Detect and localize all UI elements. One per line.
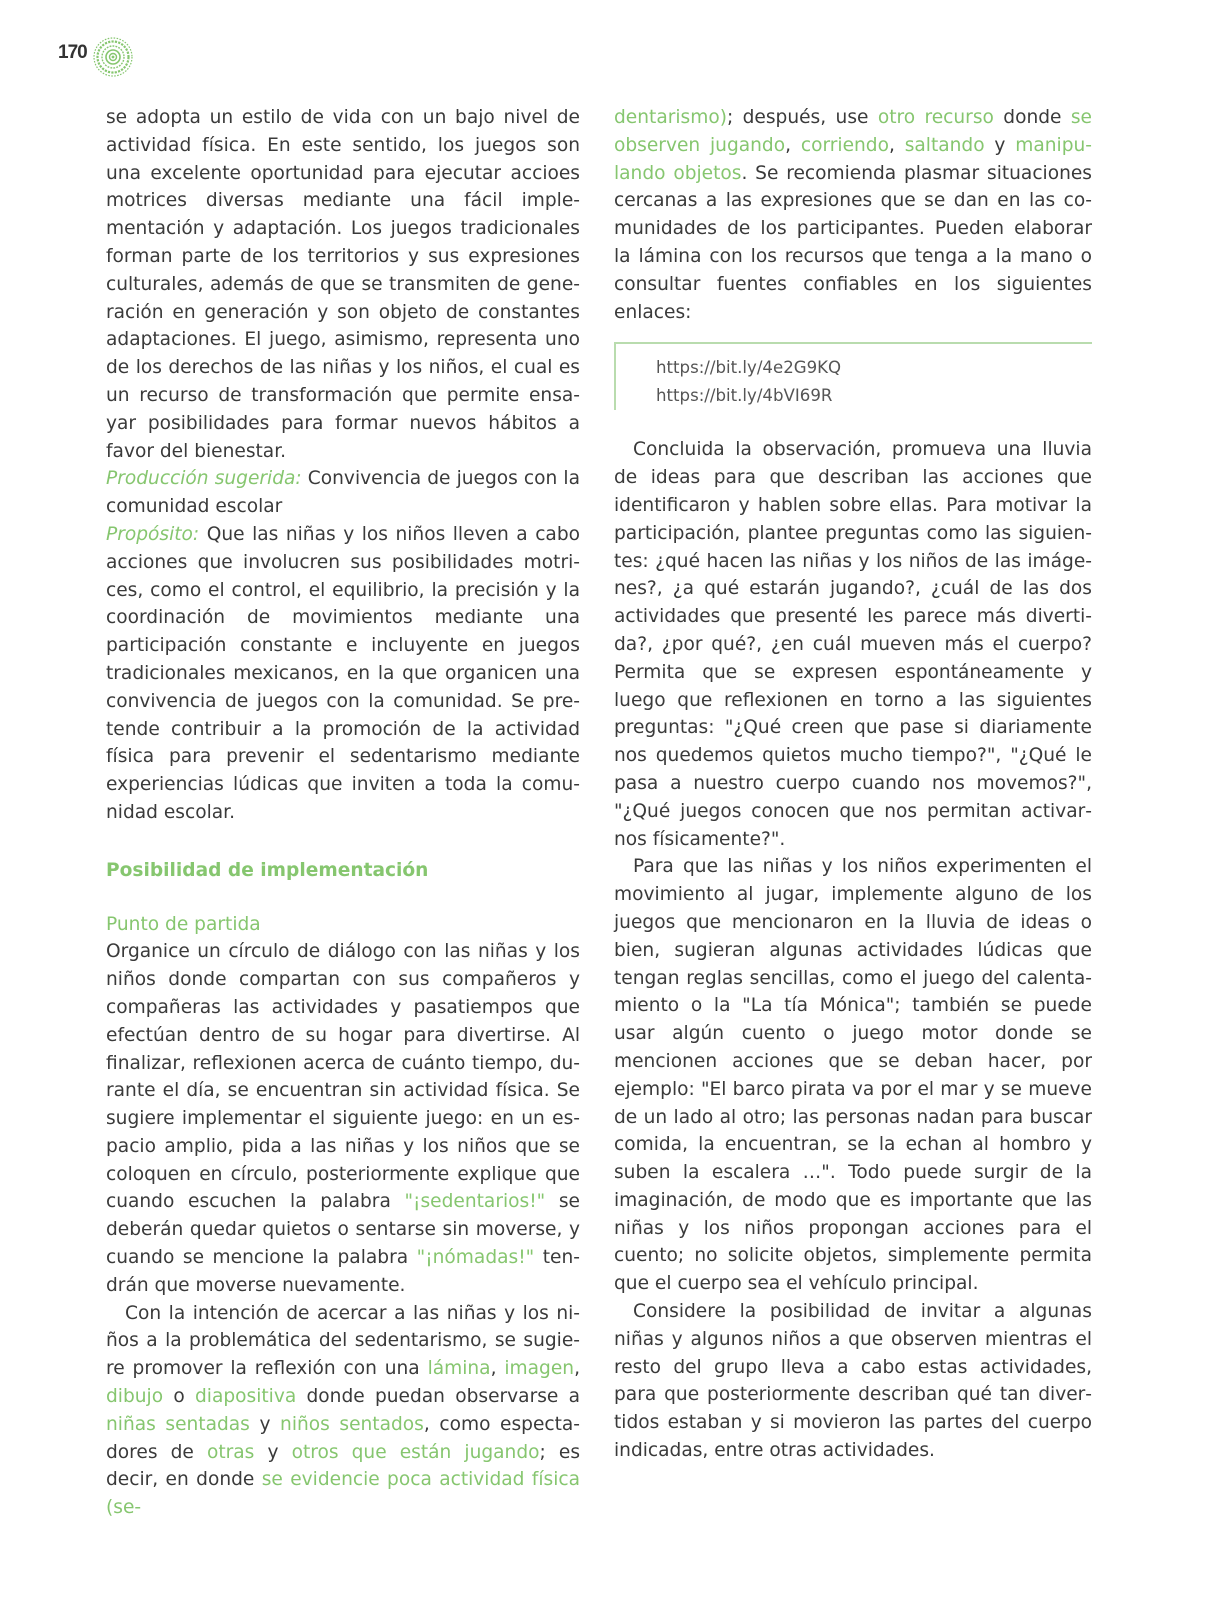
text-run: Organice un círculo de diálogo con las niñas y los niños donde compartan con sus compañeros y compañeras las actividades y pasatiempos que efectúan dentro de su hogar para divertirse. Al finalizar, reflexionen acerca de cuánto tiempo, durante el día, se encuentran sin actividad física. Se sugiere implementar el siguiente juego: en un espacio amplio, pida a las niñas y los niños que se coloquen en círculo, posteriormente explique que cuando escuchen la palabra (106, 941, 580, 1213)
text-run: , (574, 1358, 580, 1380)
text-run: ; es decir, en donde (106, 1441, 581, 1491)
highlight: otras (206, 1441, 255, 1463)
text-run: ; después, use (726, 107, 878, 128)
highlight: corriendo (800, 134, 889, 156)
highlight: se evidencie poca actividad física (se- (106, 1469, 580, 1519)
text-run: , como espectadores de (106, 1413, 581, 1463)
highlight: niños sentados (280, 1413, 424, 1435)
observacion-paragraph: Considere la posibilidad de invitar a algunas niñas y algunos niños a que observen mientras el resto del grupo lleva a cabo estas actividades, para que posteriormente describan qué tan divertidos estaban y si movieron las partes del cuerpo indicadas, entre otras actividades. (614, 1301, 1092, 1462)
text-run: . Se recomienda plasmar situaciones cercanas a las expresiones que se dan en las comunidades de los participantes. Pueden elaborar la lámina con los recursos que tenga a la mano o consultar fuentes confiables en los siguientes enlaces: (614, 162, 1092, 323)
resource-link-2[interactable]: https://bit.ly/4bVI69R (656, 386, 833, 406)
proposito-label: Propósito: (106, 523, 200, 545)
highlight: dentarismo) (614, 107, 727, 128)
highlight: manipulando objetos (614, 134, 1093, 184)
highlight: saltando (904, 134, 985, 156)
intro-paragraph: se adopta un estilo de vida con un bajo nivel de actividad física. En este sentido, los juegos son una excelente oportunidad para ejecutar accioes motrices diversas mediante una fácil implementación y adaptación. Los juegos tradicionales forman parte de los territorios y sus expresiones culturales, además de que se transmiten de generación en generación y son objeto de constantes adaptaciones. El juego, asimismo, representa uno de los derechos de las niñas y los niños, el cual es un recurso de transformación que permite ensayar posibilidades para formar nuevos hábitos a favor del bienestar. (106, 107, 580, 462)
text-run: o (163, 1386, 195, 1408)
text-run: , (785, 134, 801, 156)
left-column (106, 104, 580, 1522)
highlight: lámina (427, 1358, 491, 1380)
produccion-sugerida (106, 465, 580, 521)
lluvia-de-ideas-paragraph: Concluida la observación, promueva una lluvia de ideas para que describan las acciones que identificaron y hablen sobre ellas. Para motivar la participación, plantee preguntas como las siguientes: ¿qué hacen las niñas y los niños de las imágenes?, ¿a qué estarán jugando?, ¿cuál de las dos actividades que presenté les parece más divertida?, ¿por qué?, ¿en cuál mueven más el cuerpo? Permita que se expresen espontáneamente y luego que reflexionen en torno a las siguientes preguntas: "¿Qué creen que pase si diariamente nos quedemos quietos mucho tiempo?", "¿Qué le pasa a nuestro cuerpo cuando nos movemos?", "¿Qué juegos conocen que nos permitan activarnos físicamente?". (614, 439, 1092, 850)
highlight-nomadas: "¡nómadas!" (416, 1247, 535, 1269)
right-column (614, 104, 1092, 1465)
text-run: , (490, 1358, 505, 1380)
punto-de-partida-paragraph (106, 938, 580, 1299)
text-run: donde (993, 107, 1071, 128)
sedentarismo-paragraph (106, 1300, 580, 1522)
resource-link-1[interactable]: https://bit.ly/4e2G9KQ (656, 358, 842, 378)
highlight: se observen jugando (614, 107, 1092, 156)
highlight: otros que están jugando (291, 1441, 540, 1463)
movimiento-paragraph: Para que las niñas y los niños experimenten el movimiento al jugar, implemente alguno de los juegos que mencionaron en la lluvia de ideas o bien, sugieran algunas actividades lúdicas que tengan reglas sencillas, como el juego del calentamiento o la "La tía Mónica"; también se puede usar algún cuento o juego motor donde se mencionen acciones que se deban hacer, por ejemplo: "El barco pirata va por el mar y se mueve de un lado al otro; las personas nadan para buscar comida, la encuentran, se la echan al hombro y suben la escalera …". Todo puede surgir de la imaginación, de modo que es importante que las niñas y los niños propongan acciones para el cuento; no solicite objetos, simplemente permita que el cuerpo sea el vehículo principal. (614, 856, 1092, 1295)
subsection-title: Punto de partida (106, 913, 261, 935)
highlight: dibujo (106, 1386, 164, 1408)
text-run: se deberán quedar quietos o sentarse sin moverse, y cuando se mencione la palabra (106, 1191, 580, 1269)
text-run: , (888, 134, 905, 156)
text-run: y (254, 1441, 292, 1463)
text-run: tendrán que moverse nuevamente. (106, 1247, 580, 1296)
highlight: imagen (504, 1358, 575, 1380)
proposito (106, 521, 580, 827)
text-run: y (984, 134, 1016, 156)
highlight: otro recurso (877, 107, 994, 128)
text-run: Con la intención de acercar a las niñas y los niños a la problemática del sedentarismo, se sugiere promover la reflexión con una (106, 1302, 580, 1380)
text-run: donde puedan observarse a (296, 1386, 580, 1408)
links-box (614, 342, 1092, 410)
proposito-text: Que las niñas y los niños lleven a cabo acciones que involucren sus posibilidades motrices, como el control, el equilibrio, la precisión y la coordinación de movimientos mediante una participación constante e incluyente en juegos tradicionales mexicanos, en la que organicen una convivencia de juegos con la comunidad. Se pretende contribuir a la promoción de la actividad física para prevenir el sedentarismo mediante experiencias lúdicas que inviten a toda la comunidad escolar. (106, 523, 580, 823)
highlight: niñas sentadas (106, 1413, 250, 1435)
page-number: 170 (58, 42, 87, 63)
produccion-label: Producción sugerida: (106, 468, 302, 490)
highlight-sedentarios: "¡sedentarios!" (404, 1191, 546, 1213)
highlight: diapositiva (195, 1386, 297, 1408)
produccion-text: Convivencia de juegos con la comunidad escolar (106, 468, 580, 518)
text-run: y (249, 1413, 281, 1435)
section-title: Posibilidad de implementación (106, 859, 429, 881)
resource-paragraph (614, 104, 1092, 326)
green-mandala-ornament-icon (92, 36, 134, 78)
